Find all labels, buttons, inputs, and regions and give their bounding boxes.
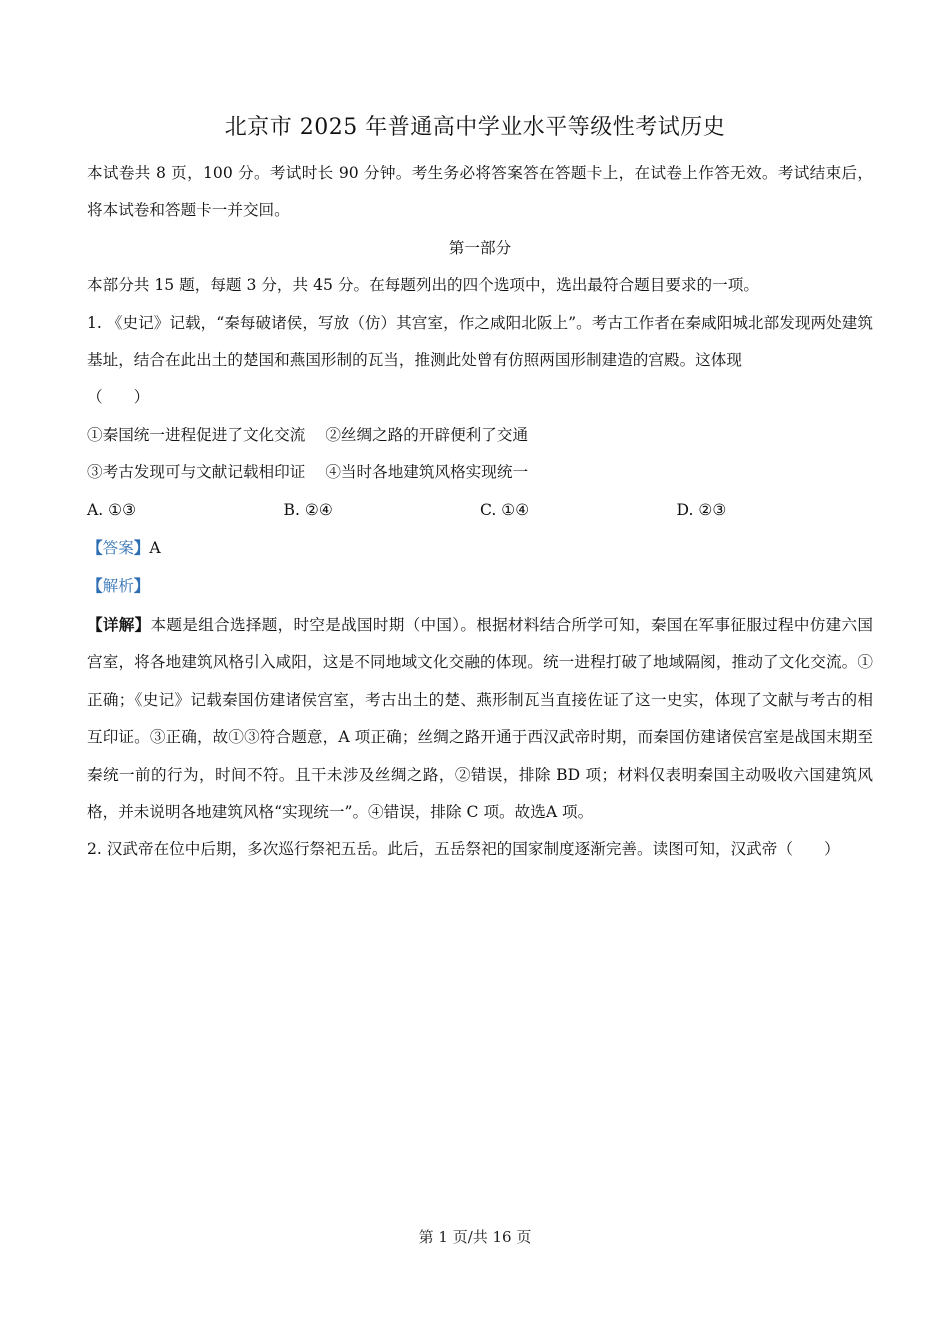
detail-bracket-open: 【 bbox=[87, 614, 103, 634]
question-2 bbox=[87, 831, 873, 868]
question-1-stem-text: 1. 《史记》记载，“秦每破诸侯，写放（仿）其宫室，作之咸阳北阪上”。考古工作者在秦咸阳城北部发现两处建筑基址，结合在此出土的楚国和燕国形制的瓦当，推测此处曾有仿照两国形制建造的宫殿。这体现 bbox=[87, 313, 873, 370]
exam-instructions: 本试卷共 8 页，100 分。考试时长 90 分钟。考生务必将答案答在答题卡上，在试卷上作答无效。考试结束后，将本试卷和答题卡一并交回。 bbox=[87, 164, 873, 220]
detail-label: 详解 bbox=[102, 614, 135, 634]
section-heading: 第一部分 bbox=[448, 238, 512, 257]
option-a: A. ①③ bbox=[87, 500, 137, 519]
section-intro: 本部分共 15 题，每题 3 分，共 45 分。在每题列出的四个选项中，选出最符合题目要求的一项。 bbox=[87, 276, 759, 295]
statement-1: ①秦国统一进程促进了文化交流 bbox=[87, 425, 306, 444]
detail-bracket-close: 】 bbox=[134, 614, 151, 634]
answer-bracket-close: 】 bbox=[133, 538, 150, 558]
question-2-stem: 2. 汉武帝在位中后期，多次巡行祭祀五岳。此后，五岳祭祀的国家制度逐渐完善。读图可知，汉武帝（ ） bbox=[87, 840, 840, 859]
page-footer: 第 1 页/共 16 页 bbox=[418, 1228, 532, 1246]
question-1 bbox=[87, 305, 873, 832]
page-content bbox=[87, 155, 873, 869]
question-1-blank: （ ） bbox=[87, 388, 150, 407]
option-c: C. ①④ bbox=[480, 500, 530, 519]
analysis-bracket-open: 【 bbox=[87, 576, 103, 596]
question-1-options bbox=[87, 492, 873, 529]
statement-2: ②丝绸之路的开辟便利了交通 bbox=[325, 425, 529, 444]
analysis-label: 解析 bbox=[102, 577, 134, 596]
answer-bracket-open: 【 bbox=[87, 538, 103, 558]
option-b: B. ②④ bbox=[283, 500, 333, 519]
statement-3: ③考古发现可与文献记载相印证 bbox=[87, 463, 306, 482]
analysis-line bbox=[87, 567, 873, 605]
question-1-stem bbox=[87, 305, 873, 417]
option-d: D. ②③ bbox=[676, 500, 727, 519]
detail-text: 本题是组合选择题，时空是战国时期（中国）。根据材料结合所学可知，秦国在军事征服过程中仿建六国宫室，将各地建筑风格引入咸阳，这是不同地域文化交融的体现。统一进程打破了地域隔阂，推动了文化交流。①正确；《史记》记载秦国仿建诸侯宫室，考古出土的楚、燕形制瓦当直接佐证了这一史实，体现了文献与考古的相互印证。③正确，故①③符合题意，A 项正确；丝绸之路开通于西汉武帝时期，而秦国仿建诸侯宫室是战国末期至秦统一前的行为，时间不符。且干未涉及丝绸之路，②错误，排除 BD 项；材料仅表明秦国主动吸收六国建筑风格，并未说明各地建筑风格“实现统一”。④错误，排除 C 项。故选A 项。 bbox=[87, 615, 873, 821]
answer-value: A bbox=[149, 539, 161, 558]
statement-row-1 bbox=[87, 417, 873, 454]
statement-row-2 bbox=[87, 454, 873, 491]
answer-label: 答案 bbox=[102, 539, 134, 558]
statement-4: ④当时各地建筑风格实现统一 bbox=[325, 463, 529, 482]
analysis-bracket-close: 】 bbox=[133, 576, 150, 596]
answer-line bbox=[87, 529, 873, 567]
exam-title: 北京市 2025 年普通高中学业水平等级性考试历史 bbox=[224, 115, 726, 140]
detail-paragraph bbox=[87, 606, 873, 831]
